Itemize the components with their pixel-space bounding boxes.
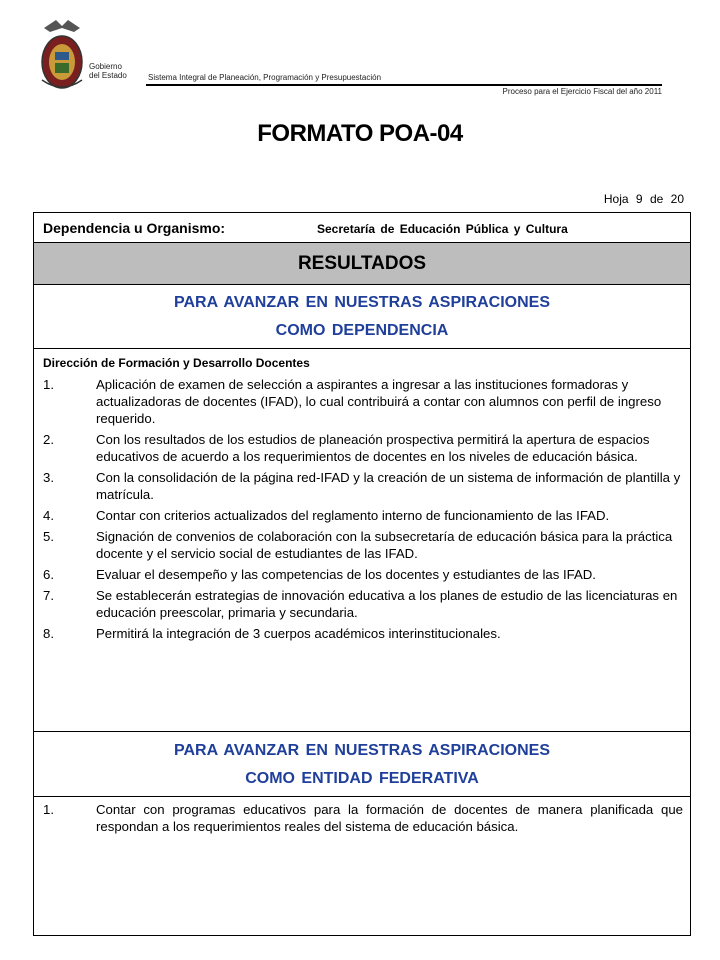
item-text: Permitirá la integración de 3 cuerpos académicos interinstitucionales.: [96, 626, 501, 641]
item-text: Contar con criterios actualizados del reglamento interno de funcionamiento de las IFAD.: [96, 508, 610, 523]
item-number: 3.: [43, 470, 54, 485]
section1-line1: PARA AVANZAR EN NUESTRAS ASPIRACIONES: [173, 294, 551, 311]
list-item: [43, 507, 683, 524]
item-number: 6.: [43, 567, 54, 582]
page-of: de: [649, 192, 664, 206]
section-entidad-heading: [34, 731, 690, 797]
form-frame: [33, 212, 691, 936]
item-number: 1.: [43, 802, 54, 817]
list-item: [43, 431, 683, 465]
item-number: 7.: [43, 588, 54, 603]
page-label: Hoja: [603, 192, 629, 206]
section2-line1: PARA AVANZAR EN NUESTRAS ASPIRACIONES: [173, 742, 551, 759]
item-text: Contar con programas educativos para la formación de docentes de manera planificada que respondan a los requerimientos reales del sistema de educación básica.: [96, 802, 683, 834]
section2-list: [43, 801, 683, 835]
page-total: 20: [670, 192, 684, 206]
item-text: Con los resultados de los estudios de planeación prospectiva permitirá la apertura de espacios educativos de acuerdo a los requerimientos de docentes en los niveles de educación básica.: [96, 432, 650, 464]
page-counter: [604, 192, 684, 206]
item-text: Se establecerán estrategias de innovación educativa a los planes de estudio de las licenciaturas en educación preescolar, primaria y secundaria.: [96, 588, 678, 620]
resultados-header: RESULTADOS: [34, 243, 690, 285]
list-item: [43, 801, 683, 835]
fiscal-process: Proceso para el Ejercicio Fiscal del año 2011: [502, 87, 662, 96]
system-name: Sistema Integral de Planeación, Programación y Presupuestación: [148, 73, 382, 82]
item-text: Con la consolidación de la página red-IFAD y la creación de un sistema de información de plantilla y matrícula.: [96, 470, 681, 502]
section1-list: [43, 376, 683, 646]
gov-line-2: del Estado: [89, 71, 127, 80]
item-number: 5.: [43, 529, 54, 544]
list-item: [43, 587, 683, 621]
item-number: 1.: [43, 377, 54, 392]
page-current: 9: [635, 192, 643, 206]
section-dependencia-heading: [34, 285, 690, 349]
item-number: 4.: [43, 508, 54, 523]
dependencia-row: [34, 213, 690, 243]
dependencia-label: Dependencia u Organismo:: [43, 220, 226, 236]
list-item: [43, 625, 683, 642]
item-number: 8.: [43, 626, 54, 641]
section1-line2: COMO DEPENDENCIA: [275, 322, 449, 339]
item-text: Evaluar el desempeño y las competencias de los docentes y estudiantes de las IFAD.: [96, 567, 596, 582]
item-number: 2.: [43, 432, 54, 447]
state-coat-of-arms-icon: [36, 18, 88, 94]
list-item: [43, 376, 683, 427]
list-item: [43, 566, 683, 583]
government-label: [89, 62, 127, 80]
page-title: FORMATO POA-04: [257, 120, 463, 147]
dependencia-value: Secretaría de Educación Pública y Cultura: [317, 222, 568, 236]
list-item: [43, 469, 683, 503]
section2-line2: COMO ENTIDAD FEDERATIVA: [245, 770, 479, 787]
section1-subheading: Dirección de Formación y Desarrollo Docentes: [43, 356, 310, 370]
header-rule: [146, 84, 662, 86]
item-text: Aplicación de examen de selección a aspirantes a ingresar a las instituciones formadoras y actualizadoras de docentes (IFAD), lo cual contribuirá a contar con alumnos con perfil de ingreso requerido.: [96, 377, 662, 426]
item-text: Signación de convenios de colaboración con la subsecretaría de educación básica para la práctica docente y el servicio social de estudiantes de las IFAD.: [96, 529, 673, 561]
list-item: [43, 528, 683, 562]
gov-line-1: Gobierno: [89, 62, 122, 71]
